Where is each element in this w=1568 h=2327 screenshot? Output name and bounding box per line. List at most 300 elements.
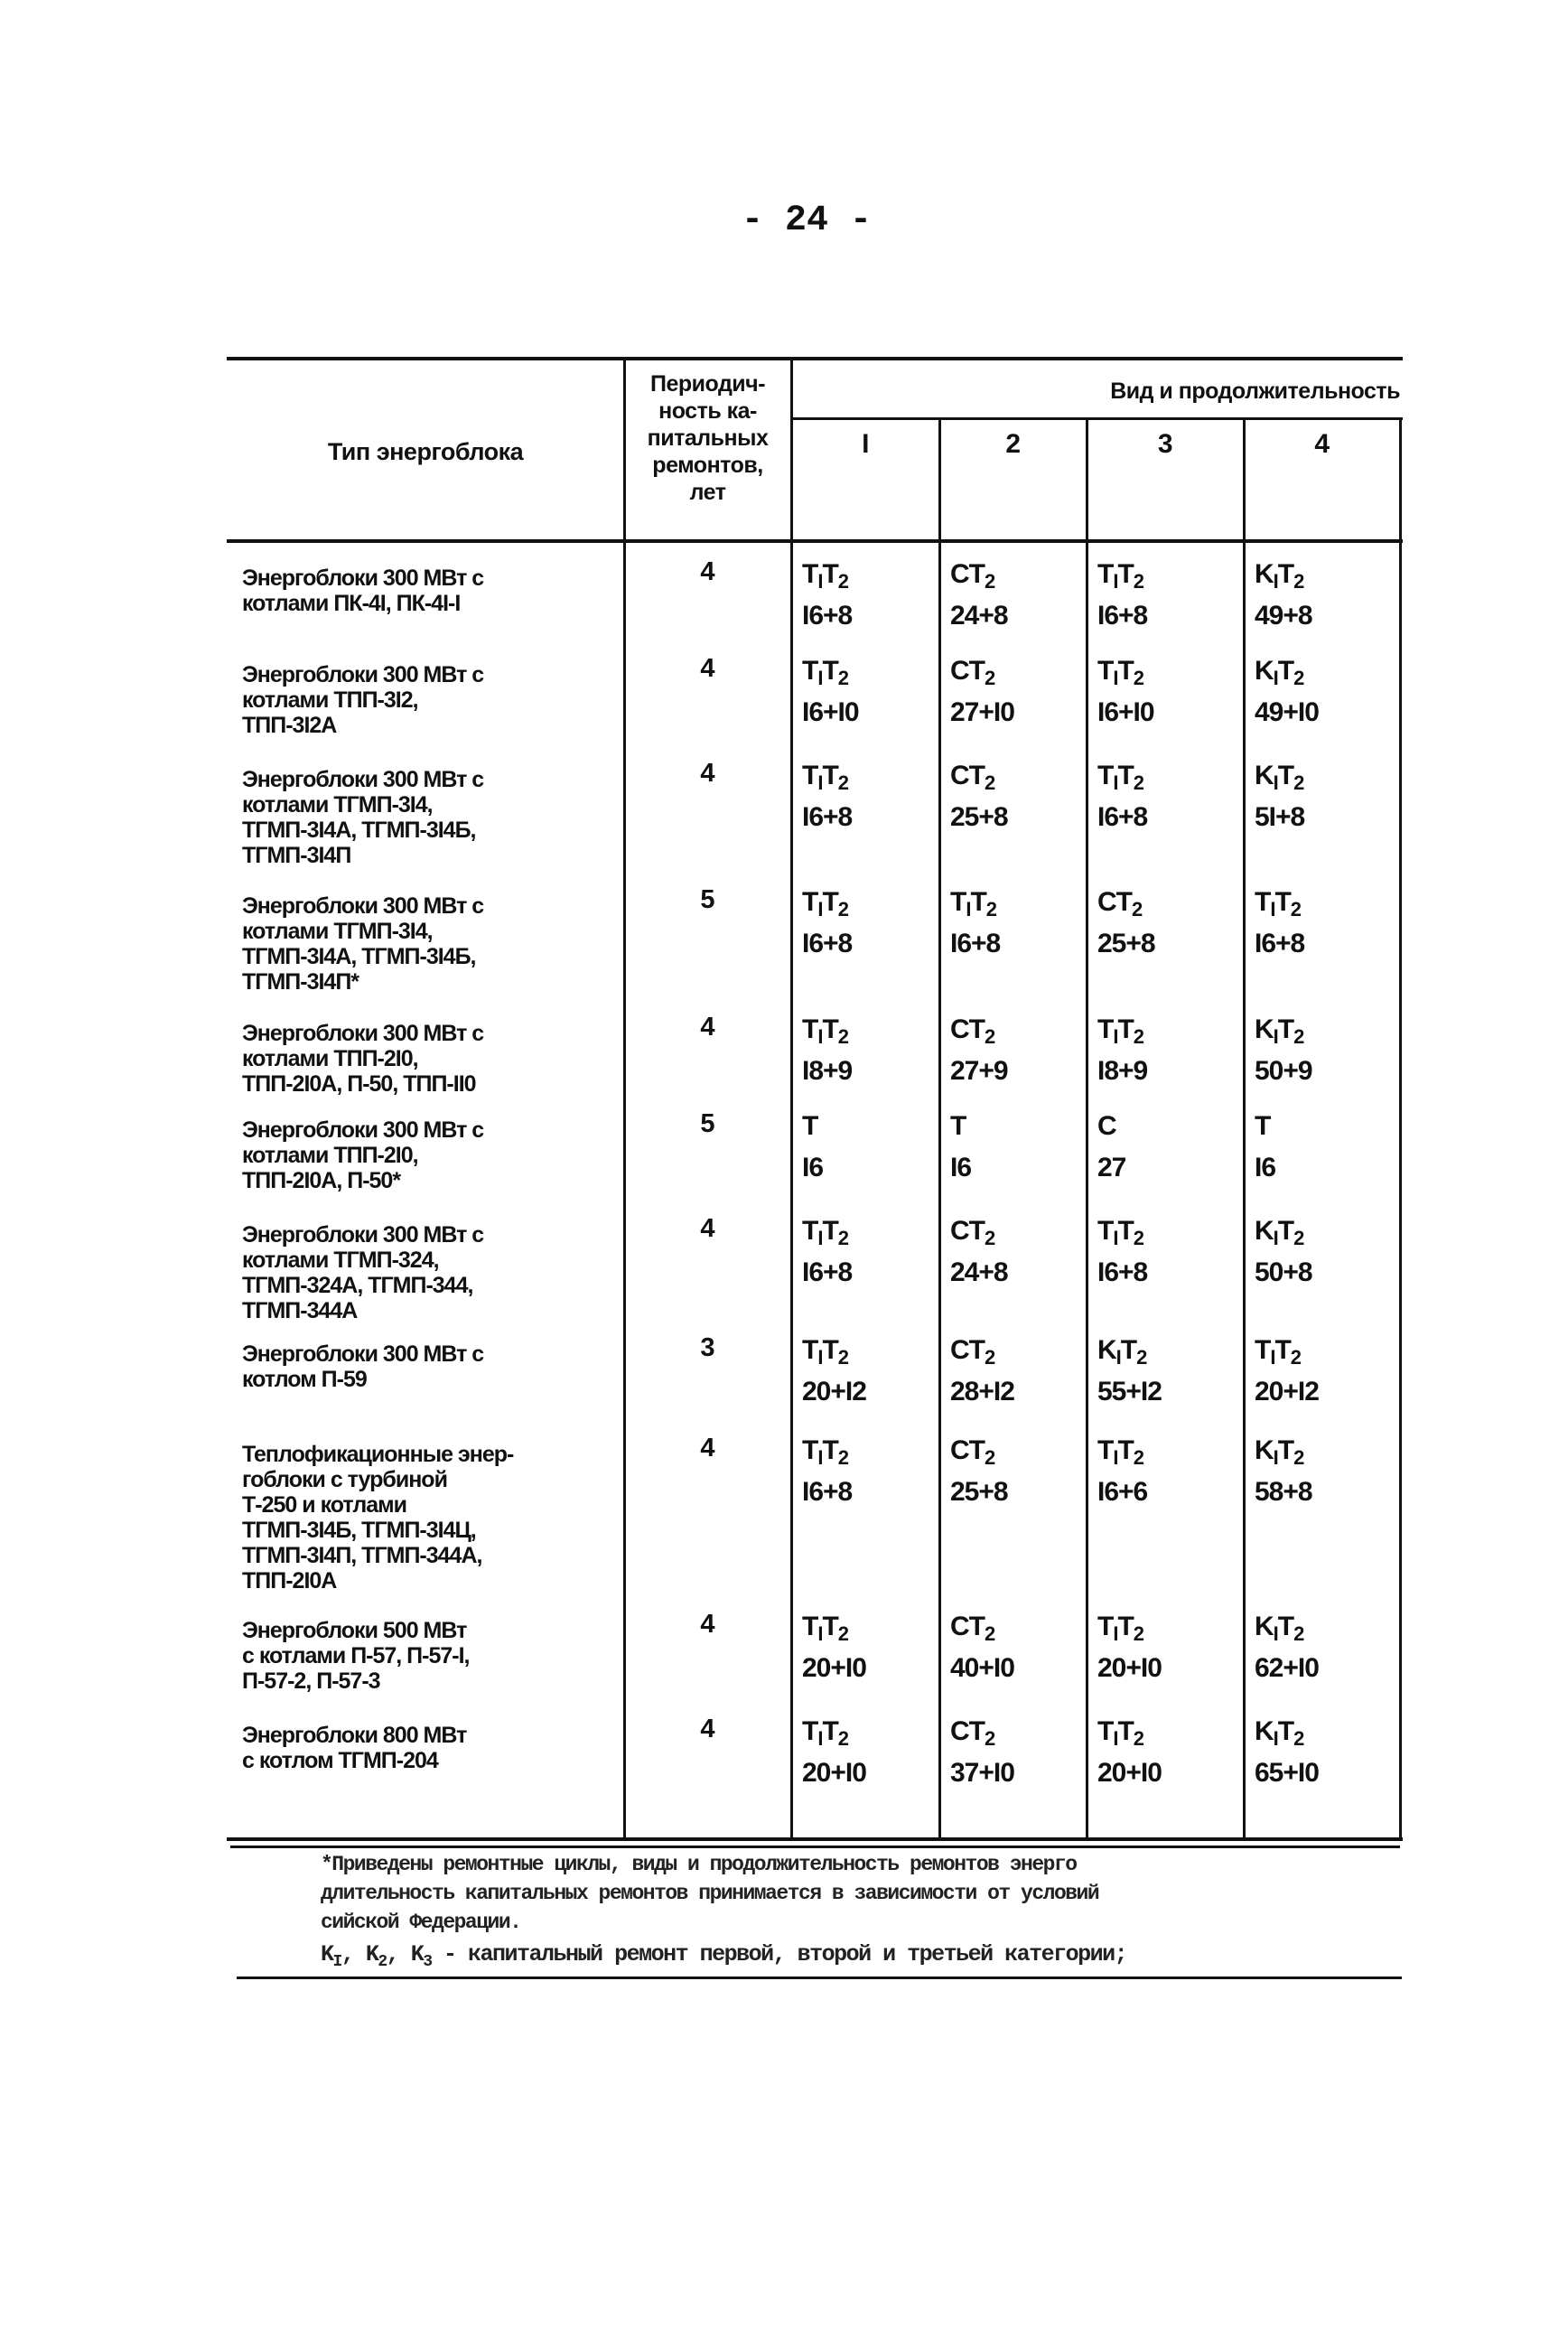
repair-cell-1 xyxy=(802,1215,852,1289)
repair-kind-letter: T xyxy=(802,1111,818,1141)
repair-kind-letter: T xyxy=(1277,1716,1294,1746)
footnote-line: *Приведены ремонтные циклы, виды и продолжительность ремонтов энерго xyxy=(321,1853,1077,1876)
repair-cell-4 xyxy=(1255,886,1304,960)
row-type-line: ТГМП-344А xyxy=(242,1298,358,1323)
repair-kind-letter: T xyxy=(802,1716,818,1746)
repair-kind xyxy=(1097,1715,1162,1757)
repair-kind-letter: T xyxy=(802,559,818,589)
footnote-bottom-rule xyxy=(237,1977,1402,1979)
row-type-line: котлами ПК-4I, ПК-4I-I xyxy=(242,591,461,616)
row-type-line: Энергоблоки 800 МВт xyxy=(242,1723,467,1748)
header-bottom-rule xyxy=(227,539,1403,543)
repair-cell-2 xyxy=(950,1110,971,1184)
repair-duration: 50+8 xyxy=(1255,1257,1312,1287)
repair-cell-3 xyxy=(1097,655,1154,729)
repair-kind-index: 2 xyxy=(985,898,997,921)
repair-kind-index: 2 xyxy=(985,1727,995,1750)
repair-duration: I6+8 xyxy=(1097,802,1148,832)
repair-kind-index: 2 xyxy=(985,570,995,593)
repair-duration: 40+I0 xyxy=(950,1653,1014,1683)
repair-cell-1 xyxy=(802,1435,852,1509)
repair-kind xyxy=(802,886,852,928)
row-type-line: гоблоки с турбиной xyxy=(242,1467,447,1492)
row-type xyxy=(242,662,621,738)
row-type-line: котлами ТПП-2I0, xyxy=(242,1046,418,1071)
repair-duration: I6+8 xyxy=(802,601,853,631)
repair-cell-1 xyxy=(802,655,859,729)
repair-kind-index: I xyxy=(817,1025,823,1048)
repair-kind-letter: K xyxy=(1097,1335,1116,1365)
repair-kind xyxy=(1097,1215,1147,1257)
repair-kind-letter: T xyxy=(1277,559,1294,589)
row-period: 5 xyxy=(700,885,715,914)
repair-kind-index: 2 xyxy=(837,1622,849,1645)
repair-duration: I6 xyxy=(1255,1153,1276,1182)
header-period-line: питальных xyxy=(647,425,769,451)
repair-duration: 5I+8 xyxy=(1255,802,1305,832)
repair-kind-index: 2 xyxy=(1133,1025,1144,1048)
repair-kind-index: 2 xyxy=(837,771,849,794)
repair-kind-index: 2 xyxy=(837,1346,849,1369)
repair-kind-index: I xyxy=(1273,771,1278,794)
row-type-line: Энергоблоки 300 МВт с xyxy=(242,662,484,687)
repair-kind-letter: T xyxy=(822,761,838,790)
repair-kind-index: 2 xyxy=(1132,898,1143,921)
row-period: 4 xyxy=(700,759,715,788)
row-type xyxy=(242,893,621,995)
repair-kind-index: I xyxy=(1113,1227,1118,1249)
repair-kind-letter: T xyxy=(1097,1435,1114,1465)
repair-duration: I6+8 xyxy=(1097,601,1148,631)
repair-duration: 25+8 xyxy=(950,1477,1008,1507)
row-type-line: ТГМП-3I4А, ТГМП-3I4Б, xyxy=(242,944,476,969)
repair-kind xyxy=(1255,1611,1319,1652)
repair-cell-2 xyxy=(950,1334,1014,1408)
repair-cell-1 xyxy=(802,558,852,632)
row-type xyxy=(242,1117,621,1193)
repair-cell-2 xyxy=(950,886,1000,960)
repair-kind-index: 2 xyxy=(1136,1346,1147,1369)
repair-cell-4 xyxy=(1255,1435,1312,1509)
repair-kind-letter: T xyxy=(950,1111,966,1141)
repair-cell-2 xyxy=(950,558,1008,632)
footnote-line: сийской Федерации. xyxy=(321,1911,521,1934)
repair-kind-letter: K xyxy=(1255,1435,1274,1465)
row-type-line: котлами ТГМП-3I4, xyxy=(242,792,433,818)
repair-duration: I6+8 xyxy=(802,1477,853,1507)
repair-kind-index: 2 xyxy=(1133,1727,1144,1750)
repair-cell-3 xyxy=(1097,760,1147,834)
repair-kind-letter: T xyxy=(1097,1716,1114,1746)
repair-kind-index: 2 xyxy=(1293,667,1304,689)
repair-kind-letter: T xyxy=(822,1716,838,1746)
repair-cell-4 xyxy=(1255,1334,1319,1408)
row-type xyxy=(242,1222,621,1323)
row-type xyxy=(242,1021,621,1097)
repair-kind-letter: CT xyxy=(950,656,985,686)
repair-kind-letter: T xyxy=(1117,1612,1134,1641)
header-col-1: I xyxy=(862,429,869,459)
repair-kind-letter: T xyxy=(1277,656,1294,686)
repair-cell-2 xyxy=(950,1435,1008,1509)
repair-kind-letter: T xyxy=(802,1335,818,1365)
row-type-line: котлами ТГМП-3I4, xyxy=(242,919,433,944)
repair-duration: 62+I0 xyxy=(1255,1653,1319,1683)
repair-kind xyxy=(802,1334,866,1376)
repair-kind-index: 2 xyxy=(1293,771,1304,794)
repair-cell-1 xyxy=(802,1715,866,1790)
repair-kind-index: I xyxy=(1113,1727,1118,1750)
repair-cell-1 xyxy=(802,1334,866,1408)
repair-kind-letter: T xyxy=(802,1014,818,1044)
repair-duration: 50+9 xyxy=(1255,1056,1312,1086)
repair-kind-letter: T xyxy=(822,1216,838,1246)
repair-duration: 65+I0 xyxy=(1255,1758,1319,1788)
repair-kind xyxy=(1097,1334,1162,1376)
repair-cell-4 xyxy=(1255,1611,1319,1685)
repair-kind-index: 2 xyxy=(837,1025,849,1048)
row-type-line: Энергоблоки 300 МВт с xyxy=(242,565,484,591)
repair-kind xyxy=(1097,655,1154,696)
repair-duration: 28+I2 xyxy=(950,1377,1014,1406)
repair-kind-index: 2 xyxy=(1133,1446,1144,1469)
repair-kind xyxy=(802,558,852,600)
repair-kind-index: 2 xyxy=(1133,667,1144,689)
repair-cell-3 xyxy=(1097,886,1155,960)
repair-duration: I6+8 xyxy=(950,929,1001,958)
row-type-line: с котлами П-57, П-57-I, xyxy=(242,1643,470,1668)
row-type xyxy=(242,1618,621,1694)
repair-kind-index: 2 xyxy=(985,667,995,689)
repair-kind-index: 2 xyxy=(837,1727,849,1750)
legend-k3: $K_3$ xyxy=(410,1941,432,1971)
repair-kind-letter: T xyxy=(1097,1014,1114,1044)
repair-kind-index: 2 xyxy=(985,1446,995,1469)
repair-kind-index: I xyxy=(817,570,823,593)
repair-kind-letter: T xyxy=(802,656,818,686)
row-period: 4 xyxy=(700,1013,715,1042)
repair-kind-letter: CT xyxy=(950,1716,985,1746)
row-type-line: ТГМП-3I4А, ТГМП-3I4Б, xyxy=(242,818,476,843)
repair-kind-letter: T xyxy=(1277,1216,1294,1246)
repair-kind xyxy=(802,760,852,801)
repair-duration: 24+8 xyxy=(950,601,1008,631)
repair-kind-letter: T xyxy=(1255,1335,1271,1365)
repair-kind-index: 2 xyxy=(837,667,849,689)
repair-kind-index: I xyxy=(1273,667,1278,689)
repair-kind xyxy=(1255,886,1304,928)
row-type-line: Энергоблоки 300 МВт с xyxy=(242,1117,484,1143)
repair-duration: 55+I2 xyxy=(1097,1377,1162,1406)
legend-text: - капитальный ремонт первой, второй и третьей категории; xyxy=(443,1941,1127,1967)
repair-cell-2 xyxy=(950,655,1014,729)
row-type xyxy=(242,1341,621,1392)
row-type-line: Энергоблоки 500 МВт xyxy=(242,1618,467,1643)
repair-duration: I8+9 xyxy=(1097,1056,1148,1086)
repair-cell-2 xyxy=(950,1611,1014,1685)
repair-kind xyxy=(1255,1215,1312,1257)
repair-cell-1 xyxy=(802,1110,823,1184)
repair-kind-index: 2 xyxy=(1293,1622,1304,1645)
repair-duration: 27 xyxy=(1097,1153,1126,1182)
repair-kind-letter: CT xyxy=(950,1435,985,1465)
legend-line: $K_I$, $K_2$, $K_3$ - капитальный ремонт первой, второй и третьей категории; xyxy=(321,1941,1127,1971)
repair-kind xyxy=(950,760,1008,801)
repair-kind-index: 2 xyxy=(1133,1227,1144,1249)
repair-kind-index: I xyxy=(817,771,823,794)
repair-kind-index: 2 xyxy=(1293,1227,1304,1249)
legend-k2: $K_2$ xyxy=(365,1941,387,1971)
row-type-line: котлом П-59 xyxy=(242,1367,367,1392)
repair-kind-index: 2 xyxy=(837,570,849,593)
repair-kind-letter: CT xyxy=(950,1014,985,1044)
repair-kind-index: I xyxy=(1273,1622,1278,1645)
repair-duration: 58+8 xyxy=(1255,1477,1312,1507)
repair-kind-index: 2 xyxy=(837,898,849,921)
repair-cell-3 xyxy=(1097,1215,1147,1289)
repair-kind-letter: K xyxy=(1255,1014,1274,1044)
repair-cell-4 xyxy=(1255,1215,1312,1289)
row-type-line: котлами ТГМП-324, xyxy=(242,1248,439,1273)
repair-kind xyxy=(802,1215,852,1257)
repair-kind-letter: T xyxy=(1277,1612,1294,1641)
repair-kind-letter: T xyxy=(822,1612,838,1641)
repair-kind xyxy=(1097,1110,1125,1152)
row-type-line: котлами ТПП-2I0, xyxy=(242,1143,418,1168)
repair-kind xyxy=(1097,760,1147,801)
header-type: Тип энергоблока xyxy=(327,438,524,465)
repair-kind xyxy=(802,1110,823,1152)
repair-kind xyxy=(802,1435,852,1476)
repair-kind-letter: CT xyxy=(950,1612,985,1641)
repair-kind-index: I xyxy=(1113,570,1118,593)
repair-kind xyxy=(950,1215,1008,1257)
repair-kind xyxy=(1097,1435,1147,1476)
repair-kind xyxy=(950,1611,1014,1652)
repair-kind-index: 2 xyxy=(985,771,995,794)
repair-duration: I6+8 xyxy=(1097,1257,1148,1287)
repair-kind-letter: T xyxy=(1277,761,1294,790)
repair-duration: 20+I0 xyxy=(1097,1758,1162,1788)
repair-kind-letter: T xyxy=(822,559,838,589)
repair-kind xyxy=(1255,558,1312,600)
repair-kind-letter: T xyxy=(1097,559,1114,589)
repair-kind-letter: T xyxy=(822,887,838,917)
repair-duration: 37+I0 xyxy=(950,1758,1014,1788)
row-period: 3 xyxy=(700,1333,715,1362)
repair-kind-letter: CT xyxy=(950,1335,985,1365)
repair-kind xyxy=(950,558,1008,600)
repair-duration: I6+I0 xyxy=(1097,697,1154,727)
repair-duration: 27+I0 xyxy=(950,697,1014,727)
repair-kind-index: I xyxy=(1113,771,1118,794)
repair-cell-3 xyxy=(1097,1334,1162,1408)
repair-kind-index: I xyxy=(817,898,823,921)
repair-kind xyxy=(1097,1611,1162,1652)
repair-duration: I6+8 xyxy=(802,1257,853,1287)
table-top-rule xyxy=(227,357,1403,360)
repair-kind-index: I xyxy=(1273,1727,1278,1750)
header-period-line: Периодич- xyxy=(649,371,766,397)
page-number: - 24 - xyxy=(741,201,873,241)
repair-kind-letter: T xyxy=(1117,1435,1134,1465)
repair-kind-letter: T xyxy=(822,1014,838,1044)
repair-kind-letter: C xyxy=(1097,1111,1116,1141)
repair-kind-index: 2 xyxy=(985,1346,995,1369)
row-period: 4 xyxy=(700,1715,715,1743)
row-type-line: ТПП-2I0А xyxy=(242,1568,337,1593)
repair-kind xyxy=(1097,558,1147,600)
row-type xyxy=(242,1723,621,1773)
repair-duration: I6+8 xyxy=(802,929,853,958)
repair-duration: 24+8 xyxy=(950,1257,1008,1287)
repair-duration: 49+I0 xyxy=(1255,697,1319,727)
repair-kind-letter: K xyxy=(1255,559,1274,589)
repair-kind xyxy=(802,1014,852,1055)
repair-duration: 49+8 xyxy=(1255,601,1312,631)
repair-kind xyxy=(1255,1715,1319,1757)
row-type xyxy=(242,1442,621,1593)
repair-kind-letter: T xyxy=(1274,1335,1291,1365)
repair-kind xyxy=(1097,886,1155,928)
repair-kind-letter: T xyxy=(802,1435,818,1465)
repair-kind-index: I xyxy=(817,1346,823,1369)
repair-cell-2 xyxy=(950,1014,1008,1088)
repair-kind-letter: T xyxy=(802,887,818,917)
repair-cell-4 xyxy=(1255,1110,1275,1184)
repair-kind-index: I xyxy=(1113,1025,1118,1048)
repair-cell-3 xyxy=(1097,1110,1125,1184)
row-type-line: ТГМП-3I4П* xyxy=(242,969,359,995)
repair-cell-4 xyxy=(1255,760,1304,834)
repair-duration: 20+I0 xyxy=(1097,1653,1162,1683)
repair-kind-letter: T xyxy=(802,1612,818,1641)
repair-kind-letter: T xyxy=(822,1335,838,1365)
repair-kind-index: 2 xyxy=(837,1227,849,1249)
repair-cell-1 xyxy=(802,760,852,834)
repair-kind xyxy=(1255,1014,1312,1055)
repair-kind-letter: CT xyxy=(950,559,985,589)
header-period-line: ремонтов, xyxy=(652,453,763,478)
header-period-line: ность ка- xyxy=(658,398,757,424)
header-period-line: лет xyxy=(689,480,726,505)
footnote-top-rule xyxy=(230,1846,1400,1848)
repair-kind-index: 2 xyxy=(1133,1622,1144,1645)
repair-duration: 20+I2 xyxy=(1255,1377,1319,1406)
repair-kind-index: I xyxy=(1113,667,1118,689)
row-type xyxy=(242,565,621,616)
repair-duration: I6+8 xyxy=(802,802,853,832)
repair-kind-letter: T xyxy=(1277,1435,1294,1465)
repair-kind-letter: T xyxy=(1255,887,1271,917)
row-period: 5 xyxy=(700,1109,715,1138)
repair-kind-letter: T xyxy=(1117,761,1134,790)
repair-kind-index: 2 xyxy=(1290,1346,1302,1369)
repair-cell-1 xyxy=(802,886,852,960)
repair-kind-letter: K xyxy=(1255,1216,1274,1246)
repair-kind-index: I xyxy=(817,1622,823,1645)
header-period xyxy=(624,370,791,506)
repair-kind xyxy=(802,655,859,696)
repair-kind-letter: T xyxy=(822,656,838,686)
repair-kind-index: I xyxy=(1273,1227,1278,1249)
repair-kind-index: I xyxy=(817,1227,823,1249)
repair-cell-3 xyxy=(1097,558,1147,632)
repair-kind-index: I xyxy=(1273,1446,1278,1469)
repair-kind xyxy=(1255,655,1319,696)
repair-duration: I6 xyxy=(802,1153,824,1182)
repair-kind-index: 2 xyxy=(1133,570,1144,593)
repair-kind-letter: T xyxy=(1120,1335,1137,1365)
row-type-line: Энергоблоки 300 МВт с xyxy=(242,1222,484,1248)
repair-kind-letter: T xyxy=(802,1216,818,1246)
repair-kind xyxy=(802,1715,866,1757)
repair-kind-letter: T xyxy=(970,887,986,917)
col-divider xyxy=(938,418,941,1840)
repair-duration: 20+I0 xyxy=(802,1653,866,1683)
header-col-4: 4 xyxy=(1314,429,1330,459)
repair-kind xyxy=(1255,1435,1312,1476)
repair-cell-2 xyxy=(950,1715,1014,1790)
repair-kind-letter: T xyxy=(1117,656,1134,686)
repair-duration: I8+9 xyxy=(802,1056,853,1086)
col-divider xyxy=(1243,418,1246,1840)
footnote-line: длительность капитальных ремонтов принимается в зависимости от условий xyxy=(321,1882,1099,1905)
repair-kind xyxy=(802,1611,866,1652)
repair-duration: I6+8 xyxy=(1255,929,1305,958)
row-type-line: Теплофикационные энер- xyxy=(242,1442,514,1467)
repair-kind-letter: T xyxy=(822,1435,838,1465)
repair-kind xyxy=(950,1014,1008,1055)
repair-kind-letter: K xyxy=(1255,1716,1274,1746)
repair-kind-letter: T xyxy=(950,887,966,917)
repair-kind-letter: CT xyxy=(1097,887,1132,917)
repair-cell-4 xyxy=(1255,558,1312,632)
repair-kind-letter: T xyxy=(1097,761,1114,790)
repair-kind-letter: T xyxy=(802,761,818,790)
repair-kind-index: 2 xyxy=(1293,1446,1304,1469)
row-type-line: Энергоблоки 300 МВт с xyxy=(242,1021,484,1046)
repair-kind-index: 2 xyxy=(1290,898,1302,921)
row-period: 4 xyxy=(700,1610,715,1639)
repair-kind-index: I xyxy=(1270,898,1275,921)
repair-cell-4 xyxy=(1255,655,1319,729)
repair-kind-letter: T xyxy=(1117,559,1134,589)
repair-duration: I6+I0 xyxy=(802,697,859,727)
repair-kind-index: 2 xyxy=(985,1227,995,1249)
repair-kind-index: I xyxy=(1113,1622,1118,1645)
repair-kind-letter: K xyxy=(1255,1612,1274,1641)
repair-kind xyxy=(950,886,1000,928)
repair-kind-index: 2 xyxy=(1293,1025,1304,1048)
row-period: 4 xyxy=(700,1214,715,1243)
subheader-rule xyxy=(791,417,1403,420)
repair-kind-index: I xyxy=(1273,570,1278,593)
repair-kind-letter: K xyxy=(1255,761,1274,790)
repair-cell-3 xyxy=(1097,1435,1147,1509)
repair-cell-3 xyxy=(1097,1014,1147,1088)
repair-kind-index: 2 xyxy=(985,1025,995,1048)
row-period: 4 xyxy=(700,1434,715,1463)
row-type xyxy=(242,767,621,868)
row-period: 4 xyxy=(700,557,715,586)
row-type-line: с котлом ТГМП-204 xyxy=(242,1748,438,1773)
row-type-line: ТПП-3I2А xyxy=(242,713,337,738)
repair-kind-index: I xyxy=(1113,1446,1118,1469)
repair-duration: 20+I2 xyxy=(802,1377,866,1406)
repair-kind-index: 2 xyxy=(1293,1727,1304,1750)
repair-kind-index: I xyxy=(1270,1346,1275,1369)
